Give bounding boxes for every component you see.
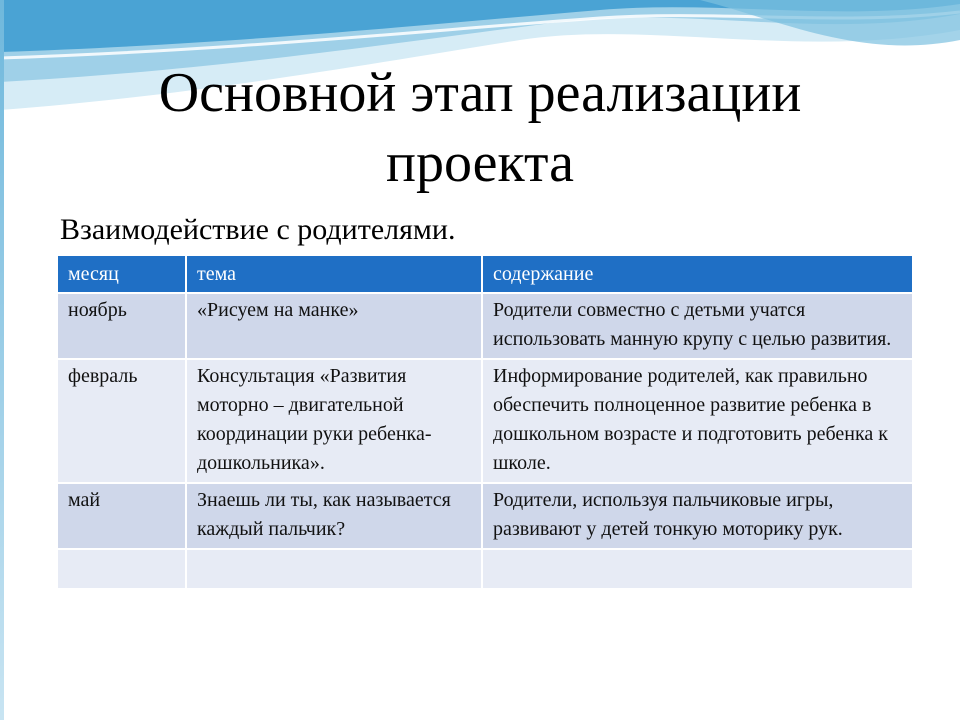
cell-empty — [58, 549, 186, 589]
table-row — [58, 359, 912, 483]
title-line-2: проекта — [386, 132, 574, 194]
plan-table — [58, 256, 912, 590]
cell-month: май — [58, 483, 186, 549]
cell-topic: Знаешь ли ты, как называется каждый пальчик? — [186, 483, 482, 549]
header-topic: тема — [186, 256, 482, 293]
table-row-empty — [58, 549, 912, 589]
header-content: содержание — [482, 256, 912, 293]
cell-empty — [186, 549, 482, 589]
header-month: месяц — [58, 256, 186, 293]
slide-subtitle: Взаимодействие с родителями. — [60, 213, 456, 246]
cell-month: февраль — [58, 359, 186, 483]
cell-topic: «Рисуем на манке» — [186, 293, 482, 359]
cell-content: Родители совместно с детьми учатся использовать манную крупу с целью развития. — [482, 293, 912, 359]
table-row — [58, 293, 912, 359]
cell-month: ноябрь — [58, 293, 186, 359]
cell-empty — [482, 549, 912, 589]
cell-topic: Консультация «Развития моторно – двигательной координации руки ребенка-дошкольника». — [186, 359, 482, 483]
table-row — [58, 483, 912, 549]
cell-content: Информирование родителей, как правильно обеспечить полноценное развитие ребенка в дошкольном возрасте и подготовить ребенка к школе. — [482, 359, 912, 483]
cell-content: Родители, используя пальчиковые игры, развивают у детей тонкую моторику рук. — [482, 483, 912, 549]
table-header-row — [58, 256, 912, 293]
title-line-1: Основной этап реализации — [158, 62, 802, 124]
slide-title — [60, 58, 900, 198]
left-edge-stripe — [0, 0, 4, 720]
